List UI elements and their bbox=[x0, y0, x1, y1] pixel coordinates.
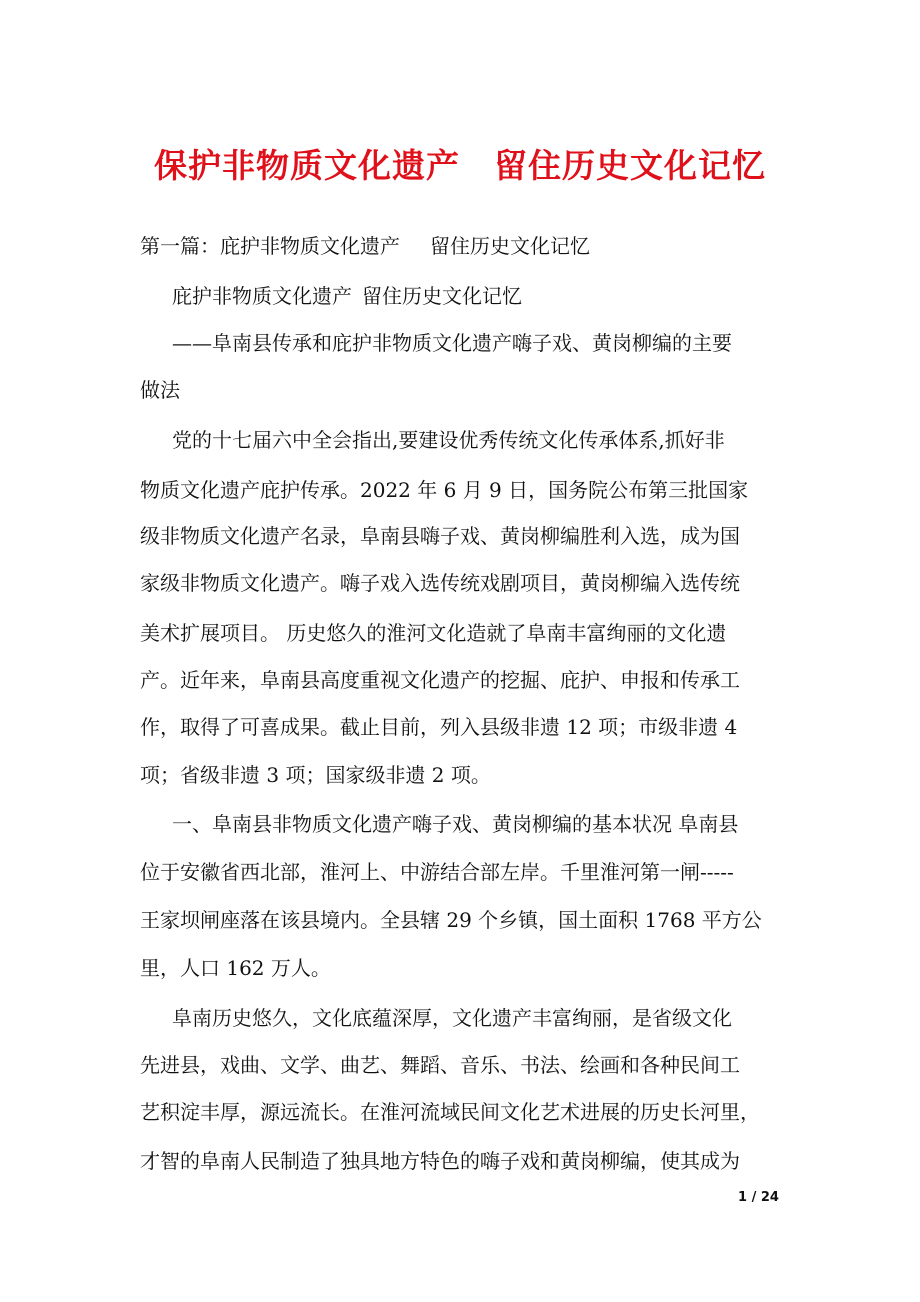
paragraph-3-line-2: 先进县，戏曲、文学、曲艺、舞蹈、音乐、书法、绘画和各种民间工 bbox=[140, 1053, 740, 1077]
paragraph-1-line-6: 产。近年来，阜南县高度重视文化遗产的挖掘、庇护、申报和传承工 bbox=[140, 668, 740, 692]
paragraph-3-line-3: 艺积淀丰厚，源远流长。在淮河流域民间文化艺术进展的历史长河里， bbox=[140, 1100, 760, 1124]
paragraph-1-line-5: 美术扩展项目。 历史悠久的淮河文化造就了阜南丰富绚丽的文化遗 bbox=[140, 621, 727, 645]
paragraph-1-line-4: 家级非物质文化遗产。嗨子戏入选传统戏剧项目，黄岗柳编入选传统 bbox=[140, 571, 740, 595]
paragraph-1-line-1: 党的十七届六中全会指出,要建设优秀传统文化传承体系,抓好非 bbox=[172, 428, 725, 452]
paragraph-2-line-2: 位于安徽省西北部，淮河上、中游结合部左岸。千里淮河第一闸----- bbox=[140, 860, 734, 884]
paragraph-3-line-4: 才智的阜南人民制造了独具地方特色的嗨子戏和黄岗柳编，使其成为 bbox=[140, 1149, 740, 1173]
page-number: 1 / 24 bbox=[738, 1190, 779, 1205]
title-part-2: 留住历史文化记忆 bbox=[494, 146, 766, 185]
paragraph-3-line-1: 阜南历史悠久，文化底蕴深厚，文化遗产丰富绚丽，是省级文化 bbox=[172, 1006, 732, 1030]
paragraph-2-line-3: 王家坝闸座落在该县境内。全县辖 29 个乡镇，国土面积 1768 平方公 bbox=[140, 908, 762, 932]
section-heading-part-1: 第一篇：庇护非物质文化遗产 bbox=[140, 234, 400, 258]
paragraph-1-line-8: 项；省级非遗 3 项；国家级非遗 2 项。 bbox=[140, 763, 491, 787]
subtitle bbox=[172, 286, 522, 306]
document-title bbox=[0, 140, 920, 187]
subtitle-part-2: 留住历史文化记忆 bbox=[362, 284, 522, 308]
paragraph-2-line-1: 一、阜南县非物质文化遗产嗨子戏、黄岗柳编的基本状况 阜南县 bbox=[172, 812, 739, 836]
paragraph-1-line-3: 级非物质文化遗产名录，阜南县嗨子戏、黄岗柳编胜利入选，成为国 bbox=[140, 524, 740, 548]
paragraph-2-line-4: 里，人口 162 万人。 bbox=[140, 956, 331, 980]
paragraph-1-line-7: 作，取得了可喜成果。截止目前，列入县级非遗 12 项；市级非遗 4 bbox=[140, 715, 738, 739]
title-part-1: 保护非物质文化遗产 bbox=[154, 146, 460, 185]
section-heading bbox=[140, 236, 590, 256]
subtitle-part-1: 庇护非物质文化遗产 bbox=[172, 284, 352, 308]
section-heading-part-2: 留住历史文化记忆 bbox=[430, 234, 590, 258]
paragraph-1-line-2: 物质文化遗产庇护传承。2022 年 6 月 9 日，国务院公布第三批国家 bbox=[140, 478, 749, 502]
byline-line-2: 做法 bbox=[140, 378, 180, 402]
byline-line-1: ——阜南县传承和庇护非物质文化遗产嗨子戏、黄岗柳编的主要 bbox=[172, 331, 732, 355]
